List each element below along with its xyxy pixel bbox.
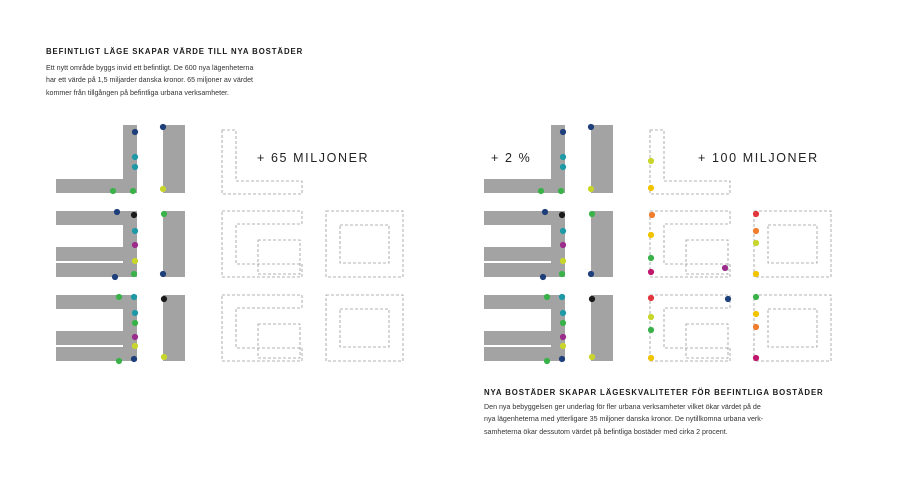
existing-activity-dot (589, 296, 595, 302)
existing-activity-dot (560, 164, 566, 170)
existing-activity-dot (160, 271, 166, 277)
existing-activity-dot (132, 310, 138, 316)
existing-activity-dot (560, 228, 566, 234)
existing-activity-dot (544, 294, 550, 300)
new-block-courtyard-outer-2 (754, 295, 831, 361)
existing-activity-dot (560, 258, 566, 264)
new-activity-dot (753, 324, 759, 330)
existing-block-u-1 (484, 211, 565, 277)
existing-activity-dot (559, 271, 565, 277)
new-activity-dot (648, 327, 654, 333)
new-block-c-2 (650, 295, 730, 361)
left-value-label: + 65 MILJONER (257, 151, 370, 165)
new-activity-dot (753, 294, 759, 300)
new-block-square-1 (258, 240, 300, 274)
existing-block-bar-2 (591, 295, 613, 361)
existing-activity-dot (132, 164, 138, 170)
new-block-courtyard-inner-2 (340, 309, 389, 347)
existing-block-u-2 (484, 295, 565, 361)
existing-activity-dot (114, 209, 120, 215)
existing-block-bar-2 (163, 295, 185, 361)
existing-block-u-2 (56, 295, 137, 361)
existing-activity-dot (132, 129, 138, 135)
existing-activity-dot (131, 294, 137, 300)
new-block-courtyard-inner-1 (768, 225, 817, 263)
new-activity-dot (648, 295, 654, 301)
new-activity-dot (648, 255, 654, 261)
existing-block-bar-1 (163, 211, 185, 277)
existing-activity-dot (589, 211, 595, 217)
new-block-courtyard-inner-2 (768, 309, 817, 347)
existing-block-bar-top (591, 125, 613, 193)
existing-activity-dot (160, 186, 166, 192)
existing-activity-dot (544, 358, 550, 364)
existing-activity-dot (560, 320, 566, 326)
existing-activity-dot (560, 242, 566, 248)
existing-activity-dot (116, 358, 122, 364)
new-activity-dot (648, 314, 654, 320)
new-activity-dot (753, 271, 759, 277)
existing-activity-dot (160, 124, 166, 130)
new-block-l-top (222, 130, 302, 194)
right-existing-label: + 2 % (491, 151, 532, 165)
existing-activity-dot (560, 154, 566, 160)
new-block-c-1 (222, 211, 302, 277)
new-activity-dot (753, 355, 759, 361)
new-activity-dot (725, 296, 731, 302)
new-activity-dot (753, 240, 759, 246)
bottom-heading: NYA BOSTÄDER SKAPAR LÄGESKVALITETER FÖR BEFINTLIGA BOSTÄDER (484, 388, 824, 397)
existing-activity-dot (560, 343, 566, 349)
existing-activity-dot (559, 356, 565, 362)
existing-activity-dot (588, 124, 594, 130)
existing-activity-dot (588, 186, 594, 192)
new-block-l-top (650, 130, 730, 194)
top-heading: BEFINTLIGT LÄGE SKAPAR VÄRDE TILL NYA BOSTÄDER (46, 47, 304, 56)
existing-activity-dot (130, 188, 136, 194)
existing-activity-dot (132, 320, 138, 326)
new-activity-dot (648, 232, 654, 238)
new-block-square-2 (258, 324, 300, 358)
new-block-c-2 (222, 295, 302, 361)
existing-activity-dot (559, 212, 565, 218)
new-block-courtyard-outer-1 (754, 211, 831, 277)
new-block-square-2 (686, 324, 728, 358)
new-activity-dot (753, 211, 759, 217)
existing-activity-dot (132, 228, 138, 234)
existing-activity-dot (560, 129, 566, 135)
existing-activity-dot (588, 271, 594, 277)
existing-activity-dot (538, 188, 544, 194)
existing-block-bar-1 (591, 211, 613, 277)
existing-activity-dot (131, 356, 137, 362)
existing-activity-dot (110, 188, 116, 194)
existing-activity-dot (540, 274, 546, 280)
existing-activity-dot (542, 209, 548, 215)
new-activity-dot (648, 269, 654, 275)
existing-block-l-top (56, 125, 137, 193)
new-block-courtyard-inner-1 (340, 225, 389, 263)
existing-block-l-top (484, 125, 565, 193)
existing-block-bar-top (163, 125, 185, 193)
existing-activity-dot (131, 271, 137, 277)
existing-activity-dot (132, 343, 138, 349)
new-activity-dot (648, 185, 654, 191)
existing-activity-dot (161, 296, 167, 302)
existing-activity-dot (560, 334, 566, 340)
new-block-square-1 (686, 240, 728, 274)
existing-activity-dot (161, 354, 167, 360)
existing-activity-dot (559, 294, 565, 300)
new-block-courtyard-outer-2 (326, 295, 403, 361)
new-activity-dot (722, 265, 728, 271)
new-activity-dot (753, 228, 759, 234)
right-value-label: + 100 MILJONER (698, 151, 819, 165)
existing-activity-dot (161, 211, 167, 217)
existing-activity-dot (131, 212, 137, 218)
existing-activity-dot (132, 154, 138, 160)
new-block-courtyard-outer-1 (326, 211, 403, 277)
new-activity-dot (649, 212, 655, 218)
existing-activity-dot (116, 294, 122, 300)
new-activity-dot (648, 355, 654, 361)
bottom-line-2: nya lägenheterna med ytterligare 35 miljoner danska kronor. De nytillkomna urbana verk- (484, 415, 764, 424)
new-activity-dot (648, 158, 654, 164)
existing-activity-dot (132, 258, 138, 264)
top-line-2: har ett värde på 1,5 miljarder danska kronor. 65 miljoner av värdet (46, 76, 254, 85)
top-line-1: Ett nytt område byggs invid ett befintligt. De 600 nya lägenheterna (46, 64, 254, 72)
existing-block-u-1 (56, 211, 137, 277)
bottom-line-3: samheterna ökar dessutom värdet på befintliga bostäder med cirka 2 procent. (484, 427, 728, 436)
existing-activity-dot (132, 334, 138, 340)
existing-activity-dot (558, 188, 564, 194)
existing-activity-dot (560, 310, 566, 316)
existing-activity-dot (112, 274, 118, 280)
existing-activity-dot (132, 242, 138, 248)
existing-activity-dot (589, 354, 595, 360)
bottom-line-1: Den nya bebyggelsen ger underlag för fler urbana verksamheter vilket ökar värdet på de (484, 403, 761, 411)
top-line-3: kommer från tillgången på befintliga urbana verksamheter. (46, 88, 229, 97)
new-block-c-1 (650, 211, 730, 277)
new-activity-dot (753, 311, 759, 317)
